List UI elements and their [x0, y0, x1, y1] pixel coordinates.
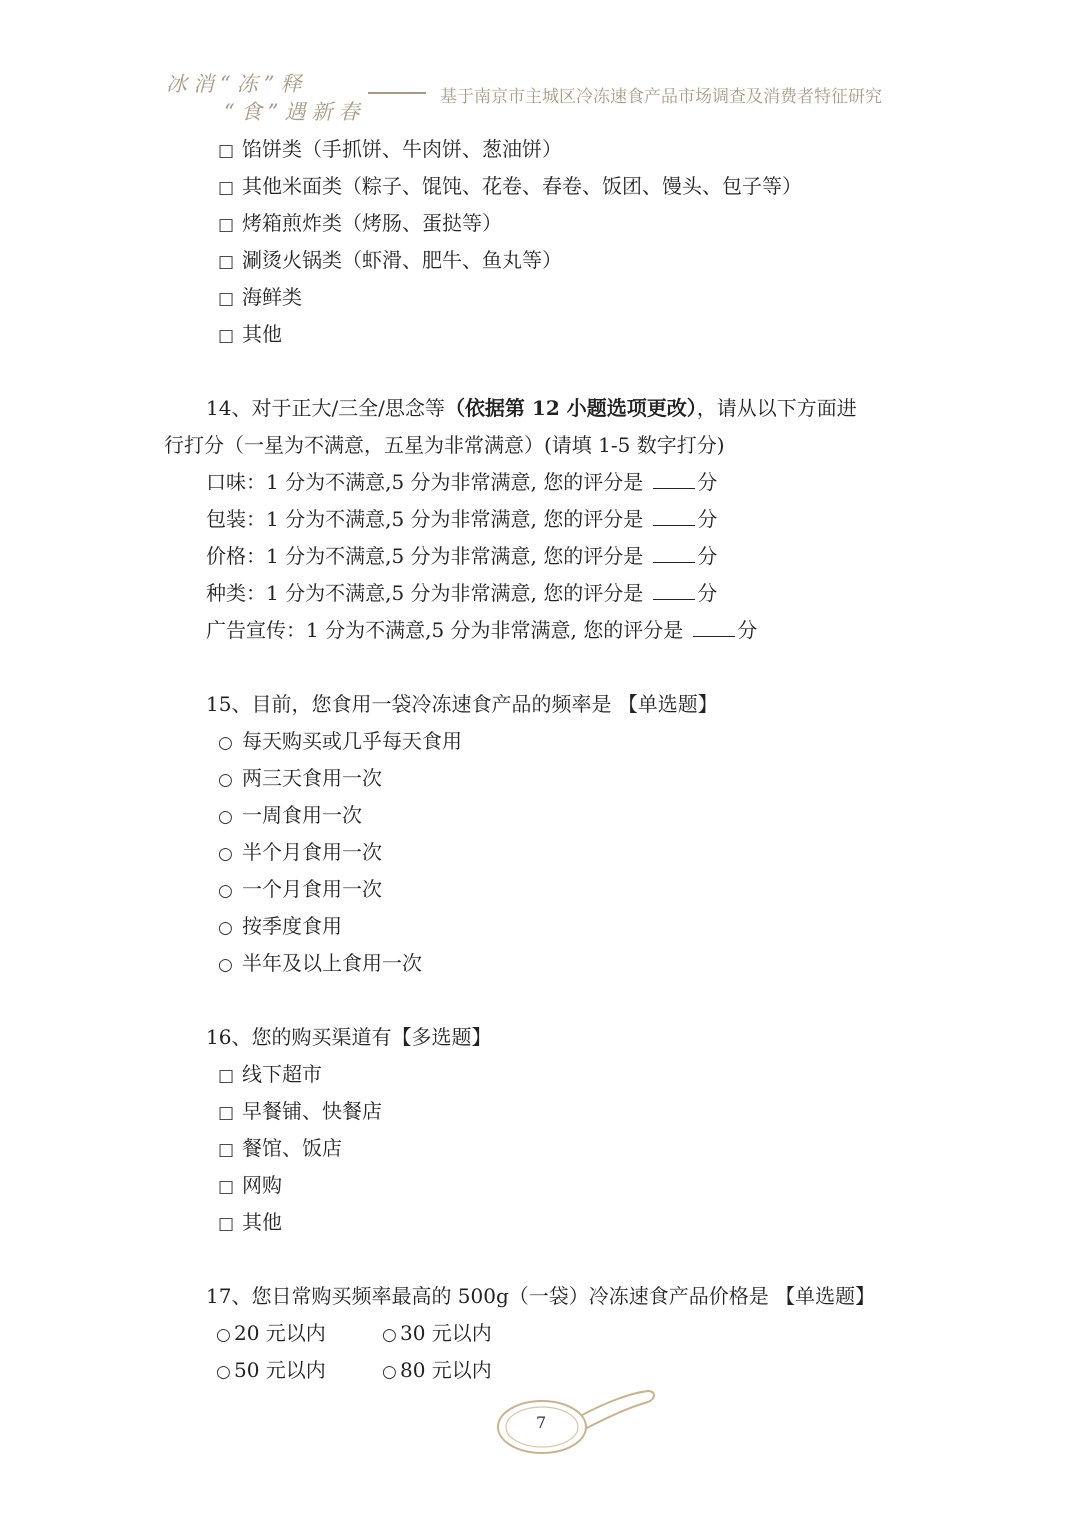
option-label: 其他米面类（粽子、馄饨、花卷、春卷、饭团、馒头、包子等） — [242, 174, 802, 198]
option-checkbox[interactable] — [218, 1135, 342, 1163]
option-label: 20 元以内 — [234, 1321, 326, 1345]
option-label: 一个月食用一次 — [242, 877, 382, 901]
checkbox-icon: □ — [218, 1103, 235, 1123]
option-checkbox[interactable] — [218, 284, 302, 312]
radio-icon: ○ — [218, 733, 233, 753]
radio-icon: ○ — [218, 918, 233, 938]
option-radio[interactable] — [218, 950, 422, 978]
rating-row-price: 价格：1 分为不满意,5 分为非常满意, 您的评分是 分 — [206, 544, 718, 568]
spoon-icon — [490, 1385, 660, 1465]
rating-row-taste: 口味：1 分为不满意,5 分为非常满意, 您的评分是 分 — [206, 470, 718, 494]
rating-blank[interactable] — [693, 618, 735, 637]
option-label: 50 元以内 — [234, 1358, 326, 1382]
option-radio[interactable] — [216, 1357, 326, 1385]
option-label: 按季度食用 — [242, 914, 342, 938]
option-radio[interactable] — [218, 728, 462, 756]
page-number: 7 — [536, 1413, 547, 1432]
checkbox-icon: □ — [218, 252, 235, 272]
rating-blank[interactable] — [653, 470, 695, 489]
option-checkbox[interactable] — [218, 136, 562, 164]
radio-icon: ○ — [216, 1325, 231, 1345]
option-radio[interactable] — [382, 1357, 492, 1385]
option-label: 海鲜类 — [242, 285, 302, 309]
option-checkbox[interactable] — [218, 1172, 282, 1200]
option-label: 烤箱煎炸类（烤肠、蛋挞等） — [242, 211, 502, 235]
rating-row-advertising: 广告宣传：1 分为不满意,5 分为非常满意, 您的评分是 分 — [206, 618, 758, 642]
checkbox-icon: □ — [218, 1066, 235, 1086]
option-radio[interactable] — [218, 876, 382, 904]
question-14-line2: 行打分（一星为不满意，五星为非常满意）(请填 1-5 数字打分) — [164, 433, 725, 457]
rating-blank[interactable] — [653, 507, 695, 526]
option-radio[interactable] — [218, 839, 382, 867]
radio-icon: ○ — [218, 955, 233, 975]
checkbox-icon: □ — [218, 178, 235, 198]
checkbox-icon: □ — [218, 215, 235, 235]
rating-row-variety: 种类：1 分为不满意,5 分为非常满意, 您的评分是 分 — [206, 581, 718, 605]
option-checkbox[interactable] — [218, 1209, 282, 1237]
option-checkbox[interactable] — [218, 1098, 382, 1126]
radio-icon: ○ — [382, 1325, 397, 1345]
option-label: 半个月食用一次 — [242, 840, 382, 864]
option-checkbox[interactable] — [218, 1061, 322, 1089]
option-label: 半年及以上食用一次 — [242, 951, 422, 975]
option-radio[interactable] — [382, 1320, 492, 1348]
option-label: 30 元以内 — [400, 1321, 492, 1345]
option-label: 早餐铺、快餐店 — [242, 1099, 382, 1123]
option-label: 80 元以内 — [400, 1358, 492, 1382]
checkbox-icon: □ — [218, 289, 235, 309]
radio-icon: ○ — [218, 844, 233, 864]
option-label: 其他 — [242, 322, 282, 346]
checkbox-icon: □ — [218, 1177, 235, 1197]
option-checkbox[interactable] — [218, 247, 562, 275]
question-14-note: （依据第 12 小题选项更改） — [444, 396, 697, 420]
option-label: 每天购买或几乎每天食用 — [242, 729, 462, 753]
option-label: 涮烫火锅类（虾滑、肥牛、鱼丸等） — [242, 248, 562, 272]
option-label: 网购 — [242, 1173, 282, 1197]
option-radio[interactable] — [218, 765, 382, 793]
page-footer — [490, 1385, 660, 1465]
question-14-title: 14、对于正大/三全/思念等（依据第 12 小题选项更改），请从以下方面进 — [206, 396, 857, 420]
option-label: 两三天食用一次 — [242, 766, 382, 790]
option-radio[interactable] — [218, 802, 362, 830]
checkbox-icon: □ — [218, 326, 235, 346]
radio-icon: ○ — [216, 1362, 231, 1382]
option-label: 其他 — [242, 1210, 282, 1234]
option-checkbox[interactable] — [218, 210, 502, 238]
logo-line2: “食”遇新春 — [224, 100, 366, 124]
radio-icon: ○ — [382, 1362, 397, 1382]
rating-blank[interactable] — [653, 581, 695, 600]
checkbox-icon: □ — [218, 141, 235, 161]
option-label: 馅饼类（手抓饼、牛肉饼、葱油饼） — [242, 137, 562, 161]
question-15-title: 15、目前，您食用一袋冷冻速食产品的频率是 【单选题】 — [206, 692, 718, 716]
question-16-title: 16、您的购买渠道有【多选题】 — [206, 1025, 492, 1049]
logo-line1: 冰消“冻”释 — [166, 72, 308, 96]
header-subtitle: 基于南京市主城区冷冻速食产品市场调查及消费者特征研究 — [440, 87, 882, 107]
logo — [166, 68, 365, 126]
question-17-title: 17、您日常购买频率最高的 500g（一袋）冷冻速食产品价格是 【单选题】 — [206, 1284, 876, 1308]
option-checkbox[interactable] — [218, 173, 802, 201]
option-checkbox[interactable] — [218, 321, 282, 349]
radio-icon: ○ — [218, 770, 233, 790]
rating-row-packaging: 包装：1 分为不满意,5 分为非常满意, 您的评分是 分 — [206, 507, 718, 531]
option-radio[interactable] — [218, 913, 342, 941]
radio-icon: ○ — [218, 807, 233, 827]
checkbox-icon: □ — [218, 1214, 235, 1234]
option-radio[interactable] — [216, 1320, 326, 1348]
checkbox-icon: □ — [218, 1140, 235, 1160]
option-label: 一周食用一次 — [242, 803, 362, 827]
page-header — [160, 66, 940, 122]
radio-icon: ○ — [218, 881, 233, 901]
option-label: 餐馆、饭店 — [242, 1136, 342, 1160]
header-dash — [368, 92, 426, 94]
rating-blank[interactable] — [653, 544, 695, 563]
option-label: 线下超市 — [242, 1062, 322, 1086]
